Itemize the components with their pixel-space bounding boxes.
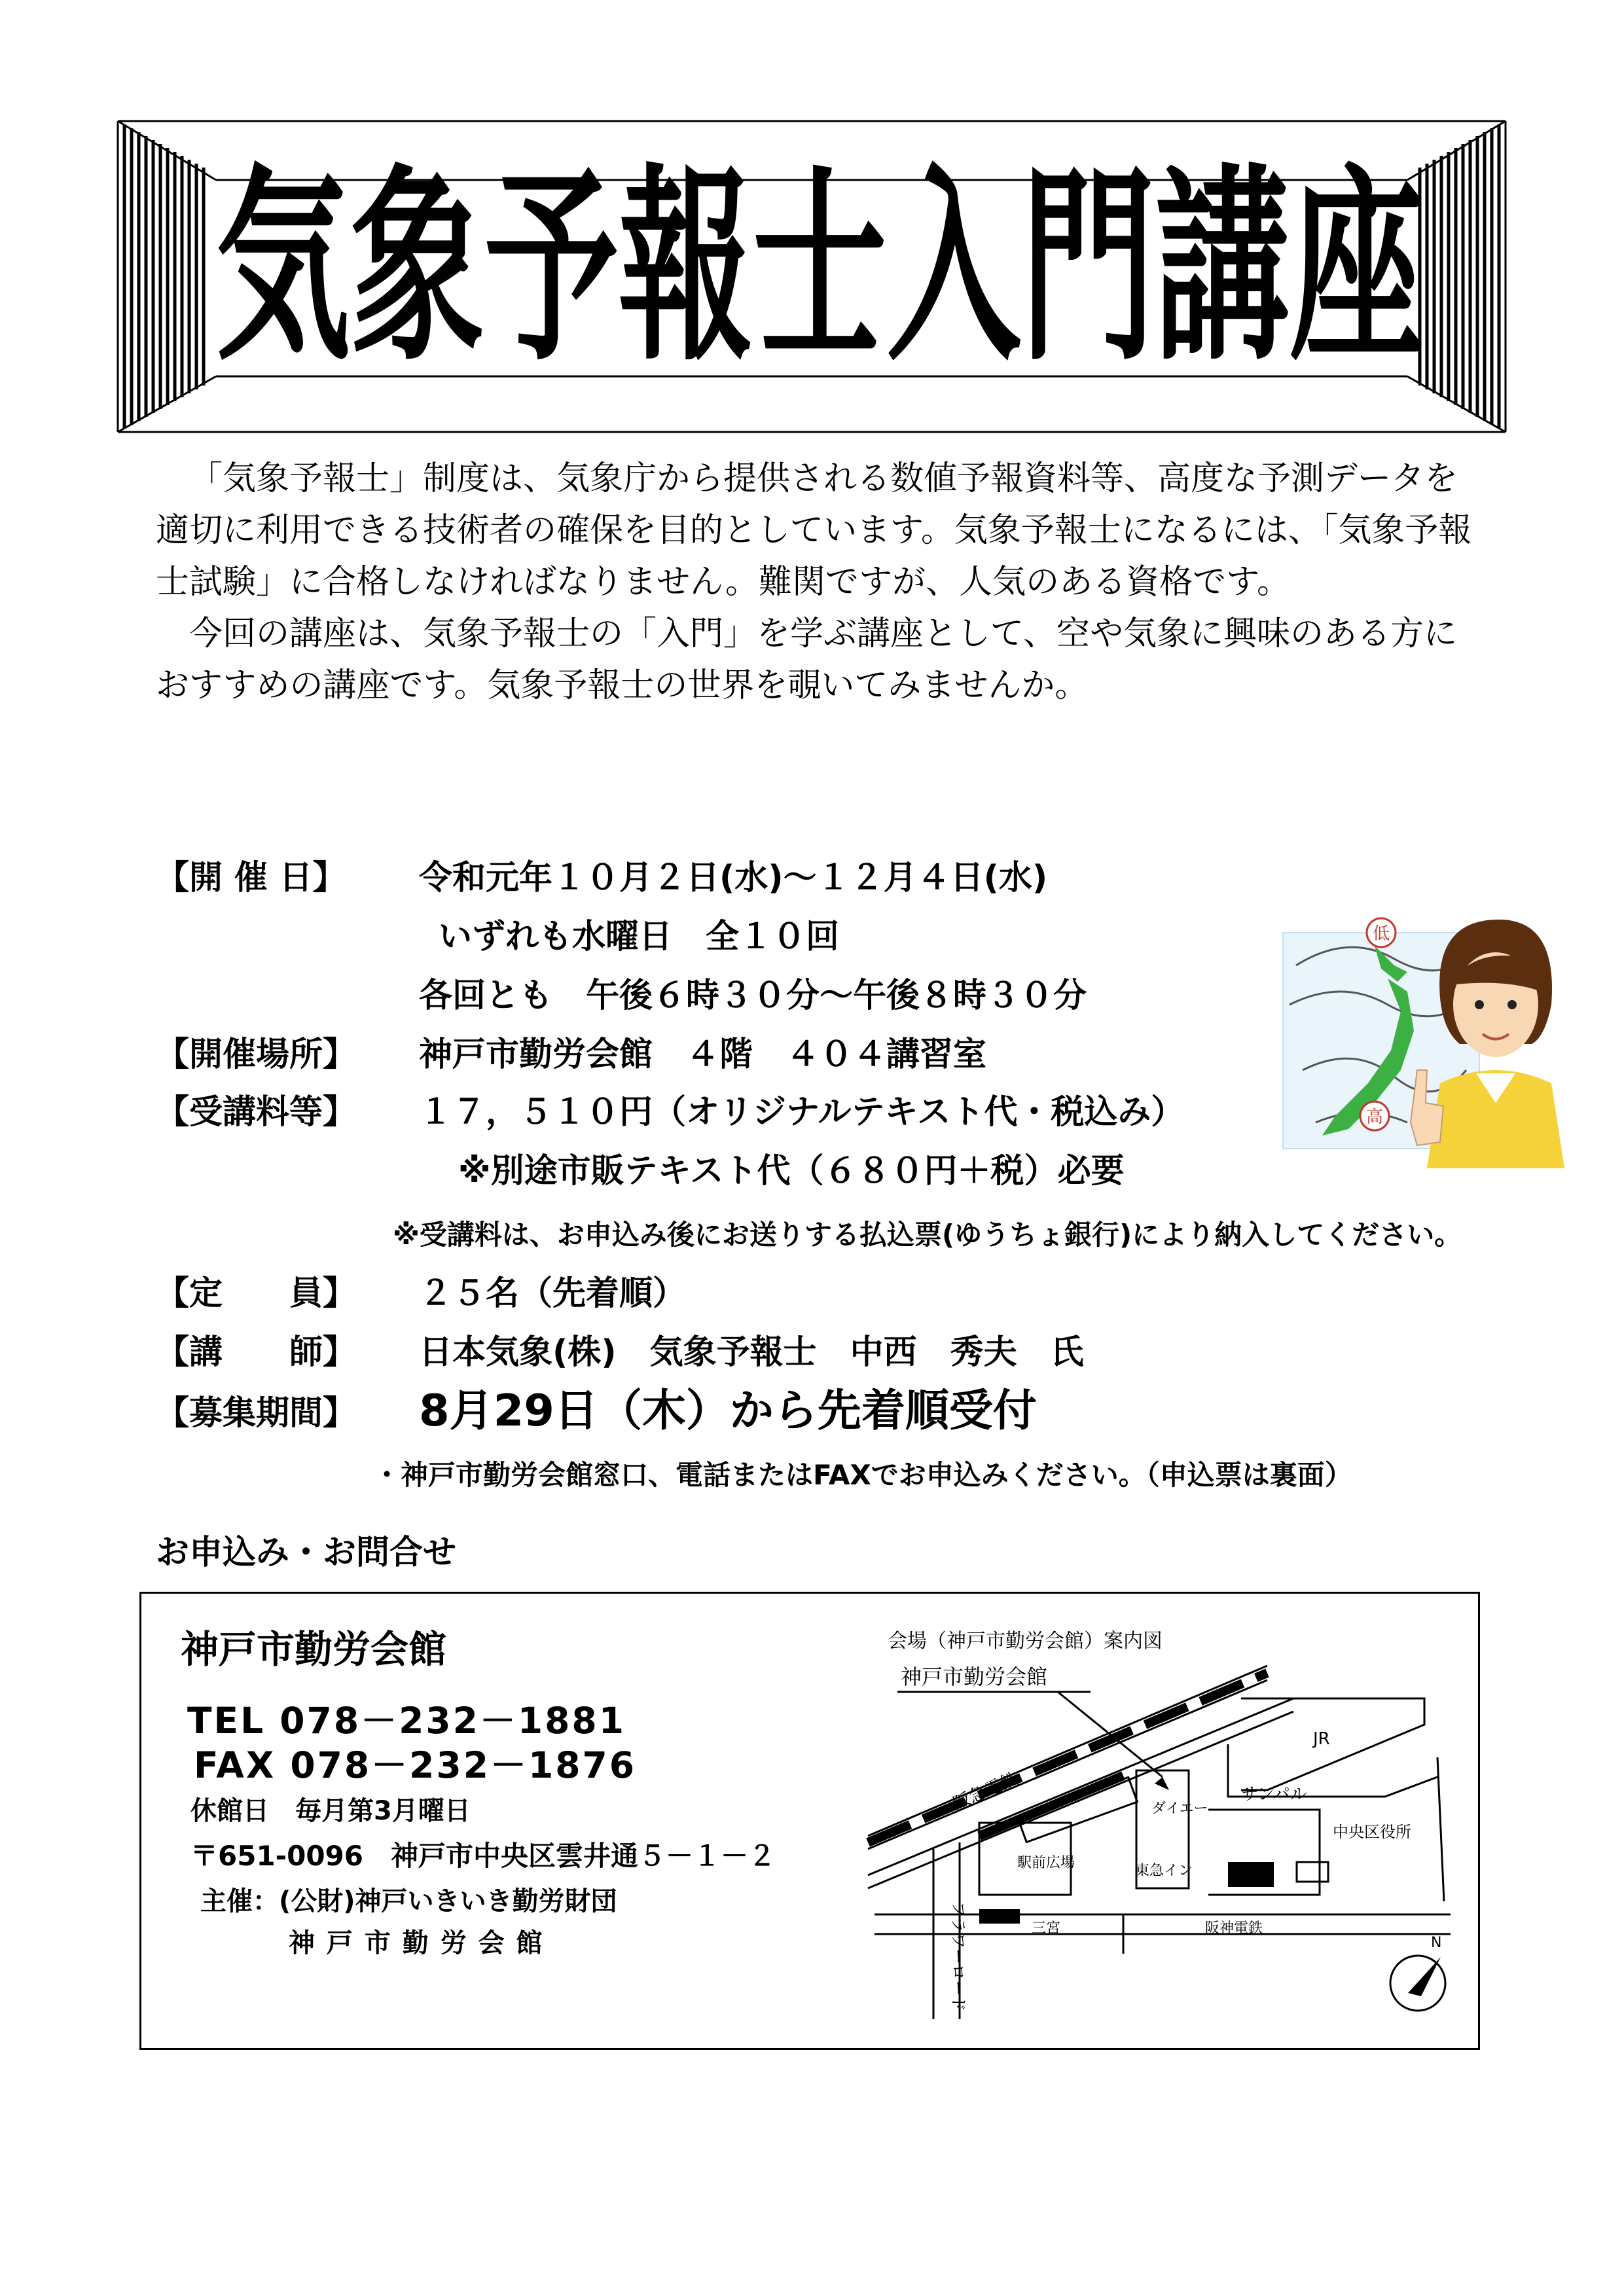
- map-jr-label: JR: [1313, 1729, 1330, 1749]
- organizer: 主催：(公財)神戸いきいき勤労財団: [200, 1886, 617, 1916]
- schedule-weekday: いずれも水曜日 全１０回: [439, 918, 840, 956]
- map-flower-road-label: フラワーロード: [949, 1901, 967, 2011]
- map-venue-label: 神戸市勤労会館: [901, 1664, 1048, 1689]
- address: 〒651-0096 神戸市中央区雲井通５－１－２: [190, 1840, 776, 1872]
- contact-heading: お申込み・お問合せ: [156, 1534, 457, 1572]
- map-hankyu-label: 阪急電鉄: [950, 1769, 1021, 1814]
- low-pressure-label: 低: [1372, 924, 1390, 944]
- low-pressure-icon: [1367, 918, 1396, 947]
- capacity-value: ２５名（先着順）: [419, 1274, 687, 1313]
- contact-box: [139, 1592, 1480, 2050]
- application-label: 【募集期間】: [156, 1394, 357, 1433]
- fax-number: FAX 078－232－1876: [194, 1744, 637, 1786]
- schedule-label: 【開 催 日】: [156, 859, 346, 897]
- map-chuo-ward-label: 中央区役所: [1333, 1823, 1411, 1841]
- weather-teacher-illustration: [1276, 906, 1564, 1168]
- map-tokyu-inn-label: 東急イン: [1135, 1863, 1193, 1879]
- venue-marker: [1228, 1862, 1274, 1887]
- org-name: 神戸市勤労会館: [181, 1627, 447, 1672]
- map-hanshin-label: 阪神電鉄: [1205, 1920, 1263, 1937]
- high-pressure-icon: [1360, 1102, 1389, 1130]
- intro-text: [156, 453, 1485, 711]
- high-pressure-label: 高: [1365, 1107, 1384, 1127]
- organizer-hall: 神 戸 市 勤 労 会 館: [289, 1928, 544, 1958]
- north-arrow-icon: [1390, 1935, 1445, 2011]
- schedule-dates: 令和元年１０月２日(水)～１２月４日(水): [419, 859, 1048, 897]
- lecturer-value: 日本気象(株) 気象予報士 中西 秀夫 氏: [419, 1333, 1084, 1372]
- intro-paragraph-1: 「気象予報士」制度は、気象庁から提供される数値予報資料等、高度な予測データを適切に利用できる技術者の確保を目的としています。気象予報士になるには、「気象予報士試験」に合格しなければなりません。難関ですが、人気のある資格です。: [156, 459, 1472, 601]
- map-title: 会場（神戸市勤労会館）案内図: [888, 1630, 1163, 1653]
- capacity-label: 【定 員】: [156, 1274, 357, 1313]
- fee-extra: ※別途市販テキスト代（６８０円＋税）必要: [458, 1152, 1125, 1191]
- venue-value: 神戸市勤労会館 ４階 ４０４講習室: [419, 1035, 987, 1074]
- application-value: 8月29日（木）から先着順受付: [419, 1385, 1037, 1436]
- page-title: 気象予報士入門講座: [216, 147, 1424, 389]
- sannomiya-station-marker: [979, 1909, 1020, 1924]
- schedule-time: 各回とも 午後６時３０分～午後８時３０分: [419, 977, 1087, 1015]
- fee-note: ※受講料は、お申込み後にお送りする払込票(ゆうちょ銀行)により納入してください。: [393, 1219, 1462, 1251]
- map-daiei-label: ダイエー: [1151, 1801, 1208, 1817]
- fee-label: 【受講料等】: [156, 1093, 357, 1132]
- lecturer-label: 【講 師】: [156, 1333, 357, 1372]
- venue-label: 【開催場所】: [156, 1035, 357, 1074]
- map-sannomiya-label: 三宮: [1032, 1920, 1061, 1937]
- phone-number[interactable]: TEL 078－232－1881: [187, 1700, 626, 1742]
- venue-map: [861, 1626, 1470, 2032]
- north-label: N: [1431, 1935, 1442, 1951]
- intro-paragraph-2: 今回の講座は、気象予報士の「入門」を学ぶ講座として、空や気象に興味のある方におすすめの講座です。気象予報士の世界を覗いてみませんか。: [156, 615, 1457, 705]
- map-sanpal-label: サンパル: [1241, 1785, 1307, 1804]
- application-note: ・神戸市勤労会館窓口、電話またはFAXでお申込みください。（申込票は裏面）: [373, 1459, 1352, 1491]
- title-banner: [0, 0, 1624, 471]
- map-ekimae-label: 駅前広場: [1017, 1855, 1075, 1871]
- fee-value: １７，５１０円（オリジナルテキスト代・税込み）: [419, 1093, 1185, 1132]
- closed-day: 休館日 毎月第3月曜日: [190, 1796, 471, 1826]
